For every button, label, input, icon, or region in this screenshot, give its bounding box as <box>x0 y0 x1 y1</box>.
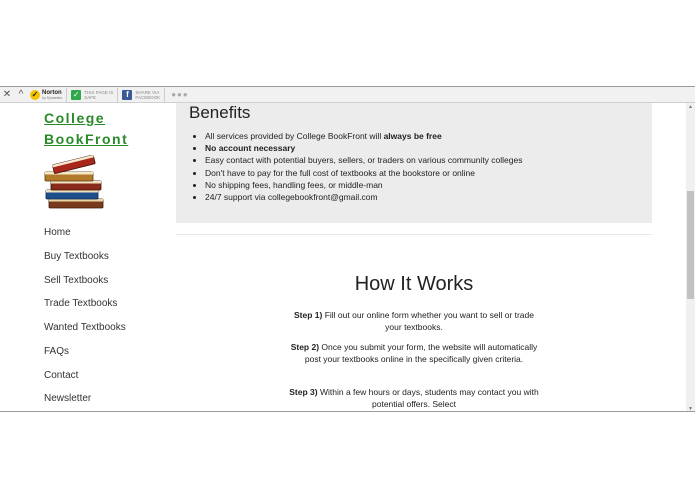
nav-contact[interactable]: Contact <box>44 370 79 381</box>
benefits-title: Benefits <box>189 103 251 122</box>
nav-newsletter[interactable]: Newsletter <box>44 393 92 404</box>
nav-wanted-textbooks[interactable]: Wanted Textbooks <box>44 322 126 333</box>
close-icon[interactable]: ✕ <box>2 88 12 100</box>
scroll-up-icon[interactable]: ▲ <box>688 104 693 110</box>
sidebar <box>0 103 170 412</box>
benefits-list <box>205 130 522 203</box>
logo-line1[interactable]: College <box>44 110 106 126</box>
step-2-label: Step 2) <box>290 342 320 352</box>
step-3 <box>286 386 542 410</box>
norton-label: Norton <box>42 89 62 96</box>
benefit-item: • Easy contact with potential buyers, sellers, or traders on various community colleges <box>205 154 522 166</box>
facebook-icon: f <box>122 90 132 100</box>
benefit-item <box>205 142 522 154</box>
nav-home[interactable]: Home <box>44 227 71 238</box>
nav-trade-textbooks[interactable]: Trade Textbooks <box>44 298 118 309</box>
browser-viewport <box>0 86 695 412</box>
step-1-label: Step 1) <box>293 310 323 320</box>
main-content <box>176 103 652 412</box>
norton-sub: by Symantec <box>42 95 63 100</box>
safe-line2: SAFE <box>84 94 96 100</box>
how-it-works-title: How It Works <box>354 273 474 295</box>
nav-sell-textbooks[interactable]: Sell Textbooks <box>44 275 109 286</box>
nav-buy-textbooks[interactable]: Buy Textbooks <box>44 251 109 262</box>
section-divider <box>176 234 652 235</box>
safe-check-icon: ✓ <box>72 89 80 99</box>
check-icon: ✓ <box>31 89 39 99</box>
benefit-item: • No shipping fees, handling fees, or middle-man <box>205 179 522 191</box>
fb-line2: FACEBOOK <box>135 94 161 100</box>
fb-line1: SHARE VIA <box>135 89 160 95</box>
nav-faqs[interactable]: FAQs <box>44 346 70 357</box>
step-2 <box>286 341 542 365</box>
benefit-item-bold: always be free <box>383 131 442 141</box>
collapse-icon[interactable]: ^ <box>18 88 24 100</box>
norton-badge[interactable] <box>30 88 67 102</box>
scroll-down-icon[interactable]: ▼ <box>688 406 693 412</box>
step-1-text: Fill out our online form whether you want to sell or trade your textbooks. <box>322 310 534 332</box>
benefit-item-bold: No account necessary <box>205 143 296 154</box>
safe-line1: THIS PAGE IS <box>84 89 114 95</box>
step-2-text: Once you submit your form, the website will automatically post your textbooks online in the specifically given criteria. <box>304 342 538 364</box>
benefit-item-text: All services provided by College BookFront will <box>205 131 384 141</box>
step-1 <box>286 309 542 333</box>
vertical-scrollbar[interactable] <box>686 103 695 412</box>
share-facebook-button[interactable] <box>122 88 165 102</box>
safe-page-badge[interactable] <box>71 88 118 102</box>
step-3-label: Step 3) <box>289 387 318 397</box>
scrollbar-thumb[interactable] <box>687 191 694 299</box>
more-icon[interactable]: ●●● <box>171 90 189 99</box>
benefit-item <box>205 130 522 142</box>
benefit-item: • 24/7 support via collegebookfront@gmail.com <box>205 191 522 203</box>
step-3-text: Within a few hours or days, students may contact you with potential offers. Select <box>317 387 539 409</box>
books-stack-icon <box>43 155 107 211</box>
logo-line2[interactable]: BookFront <box>44 131 129 147</box>
norton-toolbar <box>0 87 695 103</box>
benefit-item: • Don't have to pay for the full cost of textbooks at the bookstore or online <box>205 167 522 179</box>
benefits-panel <box>176 103 652 223</box>
